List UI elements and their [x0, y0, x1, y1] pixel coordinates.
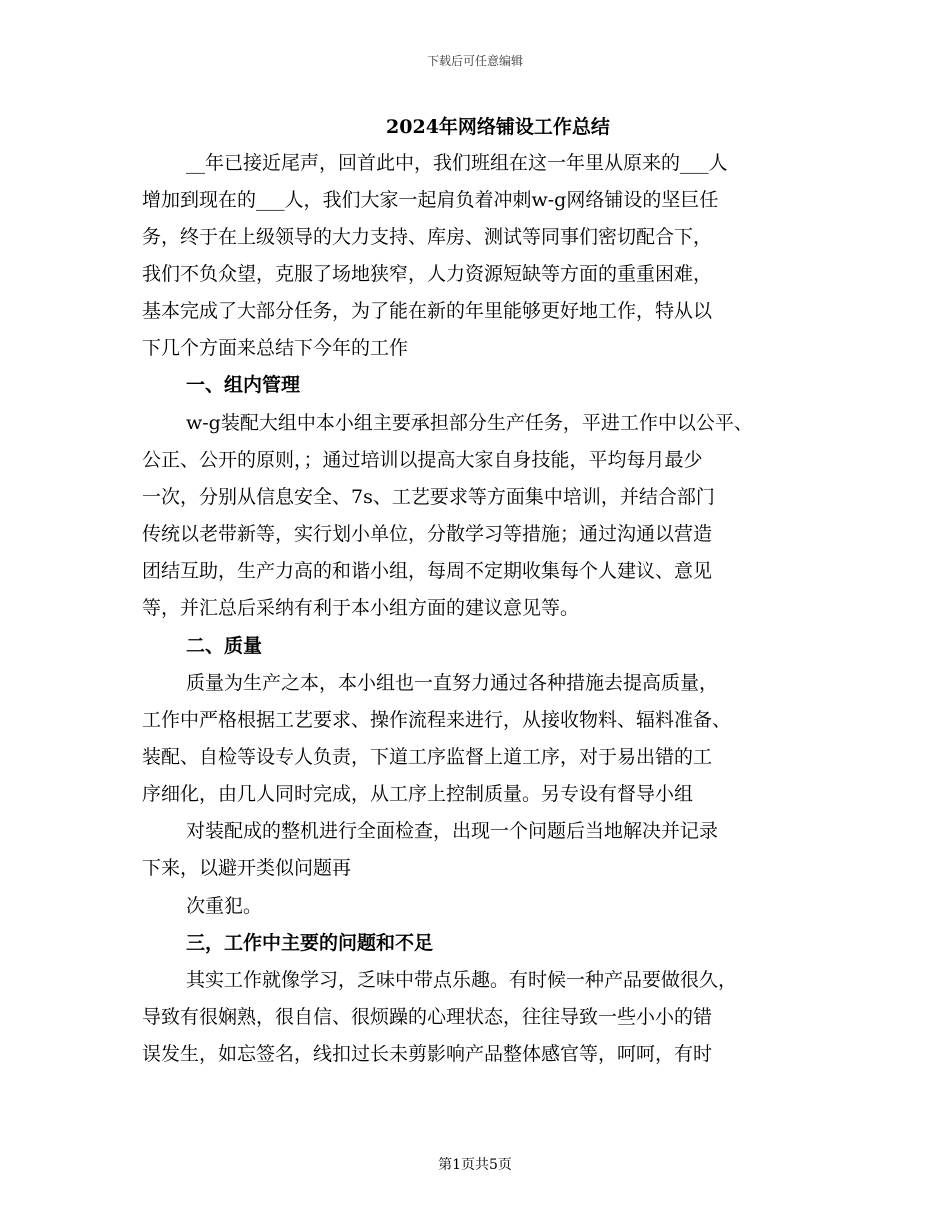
body-line: 基本完成了大部分任务，为了能在新的年里能够更好地工作，特从以	[142, 300, 713, 322]
document-title: 2024年网络铺设工作总结	[386, 116, 610, 138]
body-line: 序细化，由几人同时完成，从工序上控制质量。另专设有督导小组	[142, 783, 694, 805]
section-heading: 三，工作中主要的问题和不足	[186, 932, 434, 954]
body-line: 增加到现在的___人，我们大家一起肩负着冲刺w-g网络铺设的坚巨任	[142, 189, 719, 211]
body-line: 其实工作就像学习，乏味中带点乐趣。有时候一种产品要做很久，	[186, 969, 738, 991]
body-line: 我们不负众望，克服了场地狭窄，人力资源短缺等方面的重重困难，	[142, 263, 713, 285]
body-line: 误发生，如忘签名，线扣过长未剪影响产品整体感官等，呵呵，有时	[142, 1043, 713, 1065]
page-number: 第1页共5页	[438, 1157, 512, 1173]
body-line: 传统以老带新等，实行划小单位，分散学习等措施；通过沟通以营造	[142, 523, 713, 545]
section-heading: 一、组内管理	[186, 374, 301, 396]
body-line: __年已接近尾声，回首此中，我们班组在这一年里从原来的___人	[186, 152, 728, 174]
body-line: 下来，以避开类似问题再	[142, 857, 352, 879]
body-line: 对装配成的整机进行全面检查，出现一个问题后当地解决并记录	[186, 820, 719, 842]
header-note: 下载后可任意编辑	[426, 54, 523, 68]
body-line: 质量为生产之本，本小组也一直努力通过各种措施去提高质量，	[186, 672, 719, 694]
body-line: w-g装配大组中本小组主要承担部分生产任务，平进工作中以公平、	[186, 412, 753, 434]
body-line: 团结互助，生产力高的和谐小组，每周不定期收集每个人建议、意见	[142, 560, 713, 582]
body-line: 等，并汇总后采纳有利于本小组方面的建议意见等。	[142, 597, 580, 619]
body-line: 公正、公开的原则，；通过培训以提高大家自身技能，平均每月最少	[142, 449, 703, 471]
body-line: 导致有很娴熟，很自信、很烦躁的心理状态，往往导致一些小小的错	[142, 1006, 713, 1028]
body-line: 装配、自检等设专人负责，下道工序监督上道工序，对于易出错的工	[142, 746, 713, 768]
body-line: 次重犯。	[186, 895, 263, 917]
section-heading: 二、质量	[186, 635, 263, 657]
body-line: 务，终于在上级领导的大力支持、库房、测试等同事们密切配合下，	[142, 226, 713, 248]
body-line: 工作中严格根据工艺要求、操作流程来进行，从接收物料、辐料准备、	[142, 709, 732, 731]
body-line: 一次，分别从信息安全、7s、工艺要求等方面集中培训，并结合部门	[142, 486, 715, 508]
body-line: 下几个方面来总结下今年的工作	[142, 337, 409, 359]
